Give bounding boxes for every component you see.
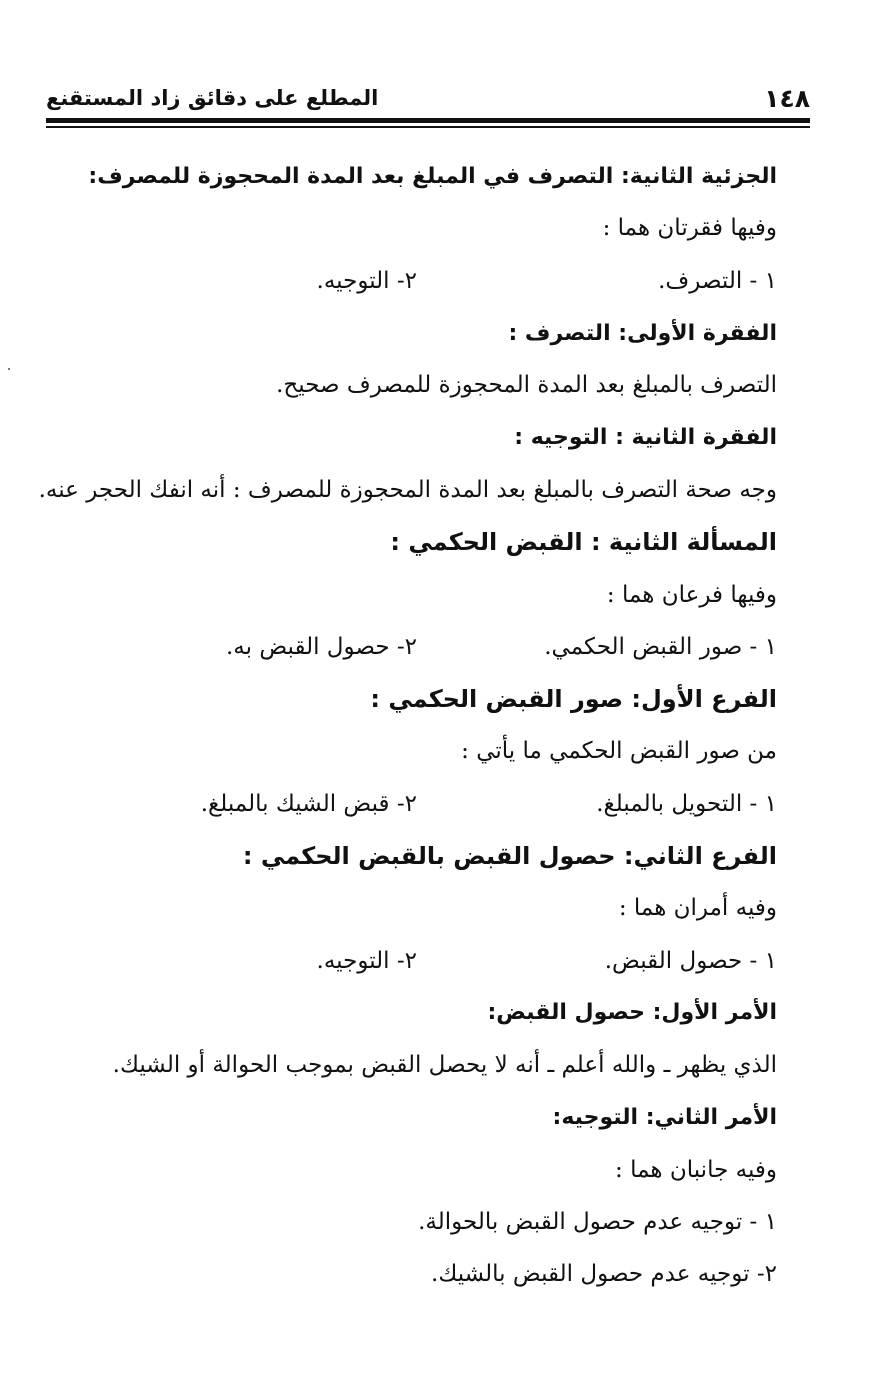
paragraph: من صور القبض الحكمي ما يأتي : bbox=[461, 738, 777, 765]
page-header bbox=[46, 78, 810, 122]
branch-heading: الفرع الثاني: حصول القبض بالقبض الحكمي : bbox=[242, 842, 777, 870]
paragraph: التصرف بالمبلغ بعد المدة المحجوزة للمصرف صحيح. bbox=[276, 372, 777, 399]
paragraph: وفيه أمران هما : bbox=[618, 895, 777, 922]
body-text bbox=[38, 150, 777, 1301]
list-item: ١ - صور القبض الحكمي. bbox=[544, 633, 777, 660]
paragraph-heading: الأمر الثاني: التوجيه: bbox=[552, 1104, 777, 1130]
two-column-list bbox=[60, 621, 777, 673]
paragraph-heading: الفقرة الأولى: التصرف : bbox=[508, 320, 777, 346]
two-column-list bbox=[60, 934, 777, 986]
paragraph: وجه صحة التصرف بالمبلغ بعد المدة المحجوزة للمصرف : أنه انفك الحجر عنه. bbox=[38, 476, 777, 503]
scan-speck bbox=[8, 368, 10, 370]
list-item: ١ - التصرف. bbox=[658, 267, 777, 294]
paragraph: وفيها فقرتان هما : bbox=[602, 215, 777, 242]
header-rule-thin bbox=[46, 126, 810, 128]
list-item: ٢- التوجيه. bbox=[316, 267, 417, 294]
paragraph-heading: الفقرة الثانية : التوجيه : bbox=[514, 425, 777, 451]
paragraph: وفيها فرعان هما : bbox=[606, 581, 777, 608]
two-column-list bbox=[60, 255, 777, 307]
list-item: ٢- توجيه عدم حصول القبض بالشيك. bbox=[431, 1261, 777, 1288]
list-item: ٢- قبض الشيك بالمبلغ. bbox=[200, 790, 417, 817]
subsection-heading: الجزئية الثانية: التصرف في المبلغ بعد المدة المحجوزة للمصرف: bbox=[88, 163, 777, 189]
running-title: المطلع على دقائق زاد المستقنع bbox=[46, 86, 379, 110]
two-column-list bbox=[60, 778, 777, 830]
page-number: ١٤٨ bbox=[764, 84, 810, 113]
paragraph: الذي يظهر ـ والله أعلم ـ أنه لا يحصل القبض بموجب الحوالة أو الشيك. bbox=[112, 1052, 777, 1079]
paragraph-heading: الأمر الأول: حصول القبض: bbox=[487, 1000, 777, 1026]
section-heading: المسألة الثانية : القبض الحكمي : bbox=[390, 528, 777, 557]
list-item: ١ - حصول القبض. bbox=[604, 947, 777, 974]
list-item: ١ - توجيه عدم حصول القبض بالحوالة. bbox=[418, 1209, 777, 1236]
paragraph: وفيه جانبان هما : bbox=[615, 1156, 777, 1183]
header-rule-thick bbox=[46, 118, 810, 123]
list-item: ٢- حصول القبض به. bbox=[225, 633, 417, 660]
list-item: ١ - التحويل بالمبلغ. bbox=[596, 790, 777, 817]
list-item: ٢- التوجيه. bbox=[316, 947, 417, 974]
branch-heading: الفرع الأول: صور القبض الحكمي : bbox=[370, 685, 777, 714]
